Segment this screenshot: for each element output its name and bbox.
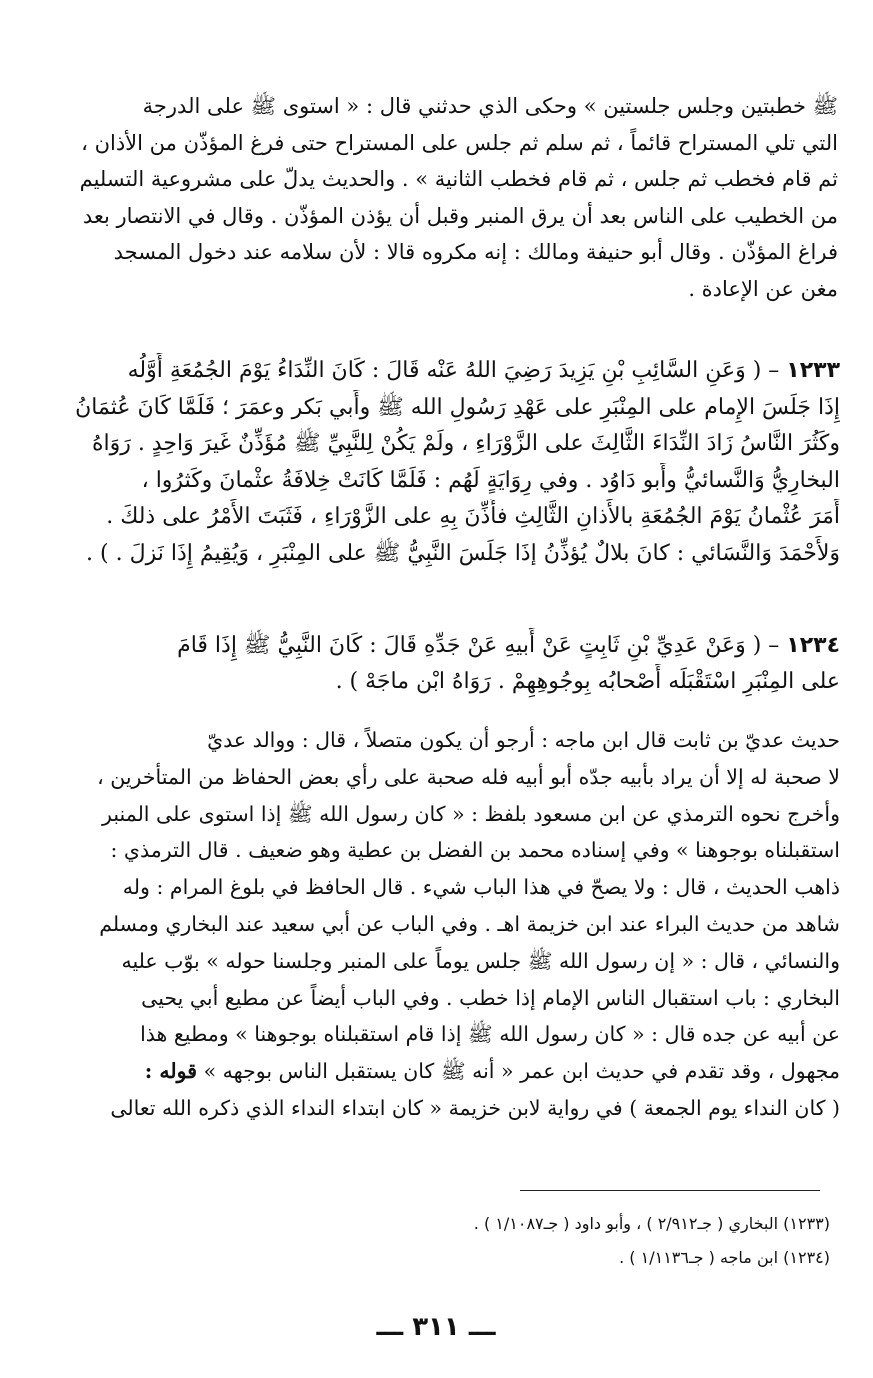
text-line bbox=[64, 1053, 840, 1090]
text-line: من الخطيب على الناس بعد أن يرق المنبر وقبل أن يؤذن المؤذّن . وقال في الانتصار بعد bbox=[82, 203, 838, 228]
hadith-number: ١٢٣٤ bbox=[786, 633, 840, 658]
text-line: ( كان النداء يوم الجمعة ) في رواية لابن خزيمة « كان ابتداء النداء الذي ذكره الله تعالى bbox=[110, 1095, 840, 1120]
text-line: فراغ المؤذّن . وقال أبو حنيفة ومالك : إنه مكروه قالا : لأن سلامه عند دخول المسجد bbox=[113, 240, 838, 264]
hadith-text: – ( وَعَنْ عَدِيِّ بْنِ ثَابِتٍ عَنْ أَبيهِ عَنْ جَدِّهِ قَالَ : كَانَ النَّبِيُّ ﷺ إِذَا قَامَ bbox=[177, 633, 780, 658]
text-line: ﷺ خطبتين وجلس جلستين » وحكى الذي حدثني قال : « استوى ﷺ على الدرجة bbox=[142, 94, 838, 118]
text-line: عن أبيه عن جده قال : « كان رسول الله ﷺ إذا قام استقبلناه بوجوهنا » ومطيع هذا bbox=[140, 1022, 840, 1047]
text-line: البخاري : باب استقبال الناس الإمام إذا خطب . وفي الباب أيضاً عن مطيع أبي يحيى bbox=[141, 985, 840, 1010]
text-line: لا صحبة له إلا أن يراد بأبيه جدّه أبو أبيه فله صحبة على رأي بعض الحفاظ من المتأخرين ، bbox=[97, 764, 840, 789]
text-line bbox=[64, 353, 840, 390]
text-segment: مجهول ، وقد تقدم في حديث ابن عمر « أنه ﷺ كان يستقبل الناس بوجهه » bbox=[203, 1059, 840, 1084]
text-line: ذاهب الحديث ، قال : ولا يصحّ في هذا الباب شيء . قال الحافظ في بلوغ المرام : وله bbox=[122, 875, 840, 900]
hadith-1233 bbox=[64, 353, 840, 572]
footnotes bbox=[300, 1207, 830, 1275]
hadith-text: – ( وَعَنِ السَّائِبِ بْنِ يَزِيدَ رَضِيَ اللهُ عَنْه قَالَ : كَانَ النِّدَاءُ يَوْمَ الجُمُعَةِ أَوَّلُه bbox=[127, 358, 780, 383]
text-line: والنسائي ، قال : « إن رسول الله ﷺ جلس يوماً على المنبر وجلسنا حوله » بوّب عليه bbox=[121, 948, 840, 973]
text-line: مغن عن الإعادة . bbox=[688, 276, 838, 301]
footnote-divider bbox=[520, 1190, 820, 1191]
footnote-1234: (١٢٣٤) ابن ماجه ( جـ١/١١٣٦ ) . bbox=[619, 1248, 830, 1267]
text-line: أَمَرَ عُثْمانُ يَوْمَ الجُمُعَةِ بالأَذانِ الثَّالِثِ فأُذِّنَ بِهِ على الزَّوْرَاءِ ، فَثَبَتَ الأَمْرُ على ذلكَ . bbox=[106, 504, 840, 529]
text-line: وكَثُرَ النَّاسُ زَادَ النِّدَاءَ الثَّالِثَ على الزَّوْرَاءِ ، ولَمْ يَكُنْ لِلنَّبِيِّ ﷺ مُؤَذِّنٌ غَيرَ وَاحِدٍ . رَوَاهُ bbox=[91, 431, 840, 456]
hadith-1234 bbox=[64, 628, 840, 700]
text-line: وأخرج نحوه الترمذي عن ابن مسعود بلفظ : « كان رسول الله ﷺ إذا استوى على المنبر bbox=[102, 801, 840, 826]
footnote-1233: (١٢٣٣) البخاري ( جـ٢/٩١٢ ) ، وأبو داود ( جـ١/١٠٨٧ ) . bbox=[473, 1214, 830, 1233]
hadith-number: ١٢٣٣ bbox=[786, 358, 840, 383]
text-line: ثم قام فخطب ثم جلس ، ثم قام فخطب الثانية » . والحديث يدلّ على مشروعية التسليم bbox=[79, 167, 838, 191]
page-number: ـــ ٣١١ ـــ bbox=[376, 1312, 496, 1342]
commentary-top bbox=[68, 88, 838, 307]
commentary-bottom bbox=[64, 722, 840, 1127]
text-line: شاهد من حديث البراء عند ابن خزيمة اهـ . وفي الباب عن أبي سعيد عند البخاري ومسلم bbox=[99, 911, 840, 936]
text-line bbox=[64, 628, 840, 664]
text-line: وَلأَحْمَدَ وَالنَّسَائي : كانَ بلالٌ يُؤذِّنُ إذَا جَلَسَ النَّبِيُّ ﷺ على المِنْبَرِ ، وَيُقِيمُ إِذَا نَزلَ . ) . bbox=[86, 540, 840, 566]
text-line: على المِنْبَرِ اسْتَقْبَلَه أَصْحابُه بِوجُوهِهِمْ . رَوَاهُ ابْن ماجَهْ ) . bbox=[335, 669, 840, 694]
bold-label: قوله : bbox=[144, 1059, 198, 1084]
text-line: حديث عديّ بن ثابت قال ابن ماجه : أرجو أن يكون متصلاً ، قال : ووالد عديّ bbox=[207, 728, 840, 752]
text-line: إِذَا جَلَسَ الإِمام على المِنْبَرِ على عَهْدِ رَسُولِ الله ﷺ وأَبي بَكر وعمَرَ ؛ فَلَمَّا كَانَ عُثمَانُ bbox=[75, 394, 840, 420]
text-line: استقبلناه بوجوهنا » وفي إسناده محمد بن الفضل بن عطية وهو ضعيف . قال الترمذي : bbox=[110, 838, 840, 863]
text-line: التي تلي المستراح قائماً ، ثم سلم ثم جلس على المستراح حتى فرغ المؤذّن من الأذان ، bbox=[81, 130, 838, 155]
text-line: البخارِيُّ وَالنَّسائيُّ وأَبو دَاوُد . وفي رِوَايَةٍ لَهُم : فَلَمَّا كَانَتْ خِلافَةُ عثْمانَ وكَثرُوا ، bbox=[141, 467, 840, 493]
